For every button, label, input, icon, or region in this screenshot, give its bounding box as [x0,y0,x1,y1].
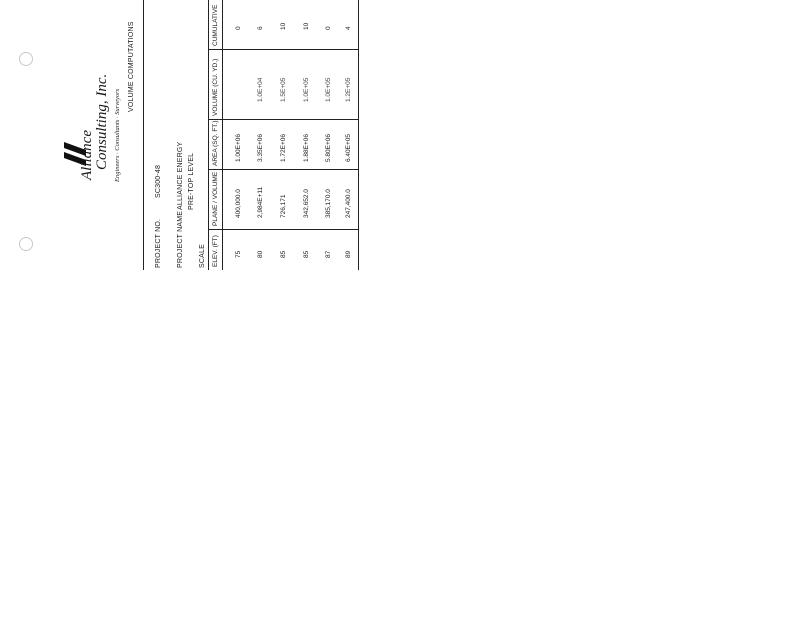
cell-volume: 1.2E+05 [345,77,352,102]
cell-area: 1.88E+06 [303,133,310,162]
company-name-line1: Alliance [79,130,95,180]
cell-volume: 1.0E+05 [325,77,332,102]
table-header-rule [222,0,223,270]
cell-plane: 2,984E+11 [257,186,264,218]
company-tagline: Engineers · Consultants · Surveyors [114,88,121,182]
cell-plane: 247,400.0 [345,189,352,218]
cell-volume: 1.0E+04 [257,77,264,102]
project-name-value-1: ALLIANCE ENERGY [177,141,184,210]
cell-area: 6.40E+05 [345,133,352,162]
col-header-elev: ELEV. (FT) [212,235,219,267]
cell-volume: 1.5E+05 [280,77,287,102]
cell-area: 1.00E+06 [235,133,242,162]
project-no-value: SC300-48 [155,164,162,198]
cell-cumulative: 4 [345,26,352,30]
form-title: VOLUME COMPUTATIONS [128,21,135,112]
cell-area: 3.35E+06 [257,133,264,162]
scanned-document [0,0,360,270]
cell-cumulative: 0 [325,26,332,30]
cell-elev: 80 [257,250,264,258]
cell-cumulative: 0 [235,26,242,30]
project-name-value-2: PRE-TOP LEVEL [188,152,195,210]
cell-plane: 342,652.0 [303,189,310,218]
cell-cumulative: 10 [303,22,310,30]
col-header-cumulative: CUMULATIVE [212,4,219,46]
cell-cumulative: 10 [280,22,287,30]
col-header-plane: PLANE / VOLUME [212,171,219,226]
col-header-volume: VOLUME (CU. YD.) [212,58,219,116]
project-no-label: PROJECT NO. [155,218,162,268]
cell-cumulative: 6 [257,26,264,30]
cell-area: 1.72E+06 [280,133,287,162]
cell-elev: 89 [345,250,352,258]
header-top-rule [143,0,144,270]
cell-volume: 1.0E+05 [303,77,310,102]
scale-label: SCALE [199,244,206,268]
cell-elev: 87 [325,250,332,258]
cell-elev: 75 [235,250,242,258]
cell-plane: 726,171 [280,194,287,218]
col-header-area: AREA (SQ. FT.) [212,120,219,166]
cell-elev: 85 [303,250,310,258]
col-divider-1 [208,229,358,230]
col-divider-4 [208,49,358,50]
company-name-line2: Consulting, Inc. [94,73,110,170]
col-divider-2 [208,169,358,170]
table-bottom-rule [358,0,359,270]
project-name-label: PROJECT NAME [177,210,184,268]
col-divider-3 [208,119,358,120]
cell-elev: 85 [280,250,287,258]
cell-plane: 385,170.0 [325,189,332,218]
cell-plane: 400,000.0 [235,189,242,218]
cell-area: 5.80E+06 [325,133,332,162]
